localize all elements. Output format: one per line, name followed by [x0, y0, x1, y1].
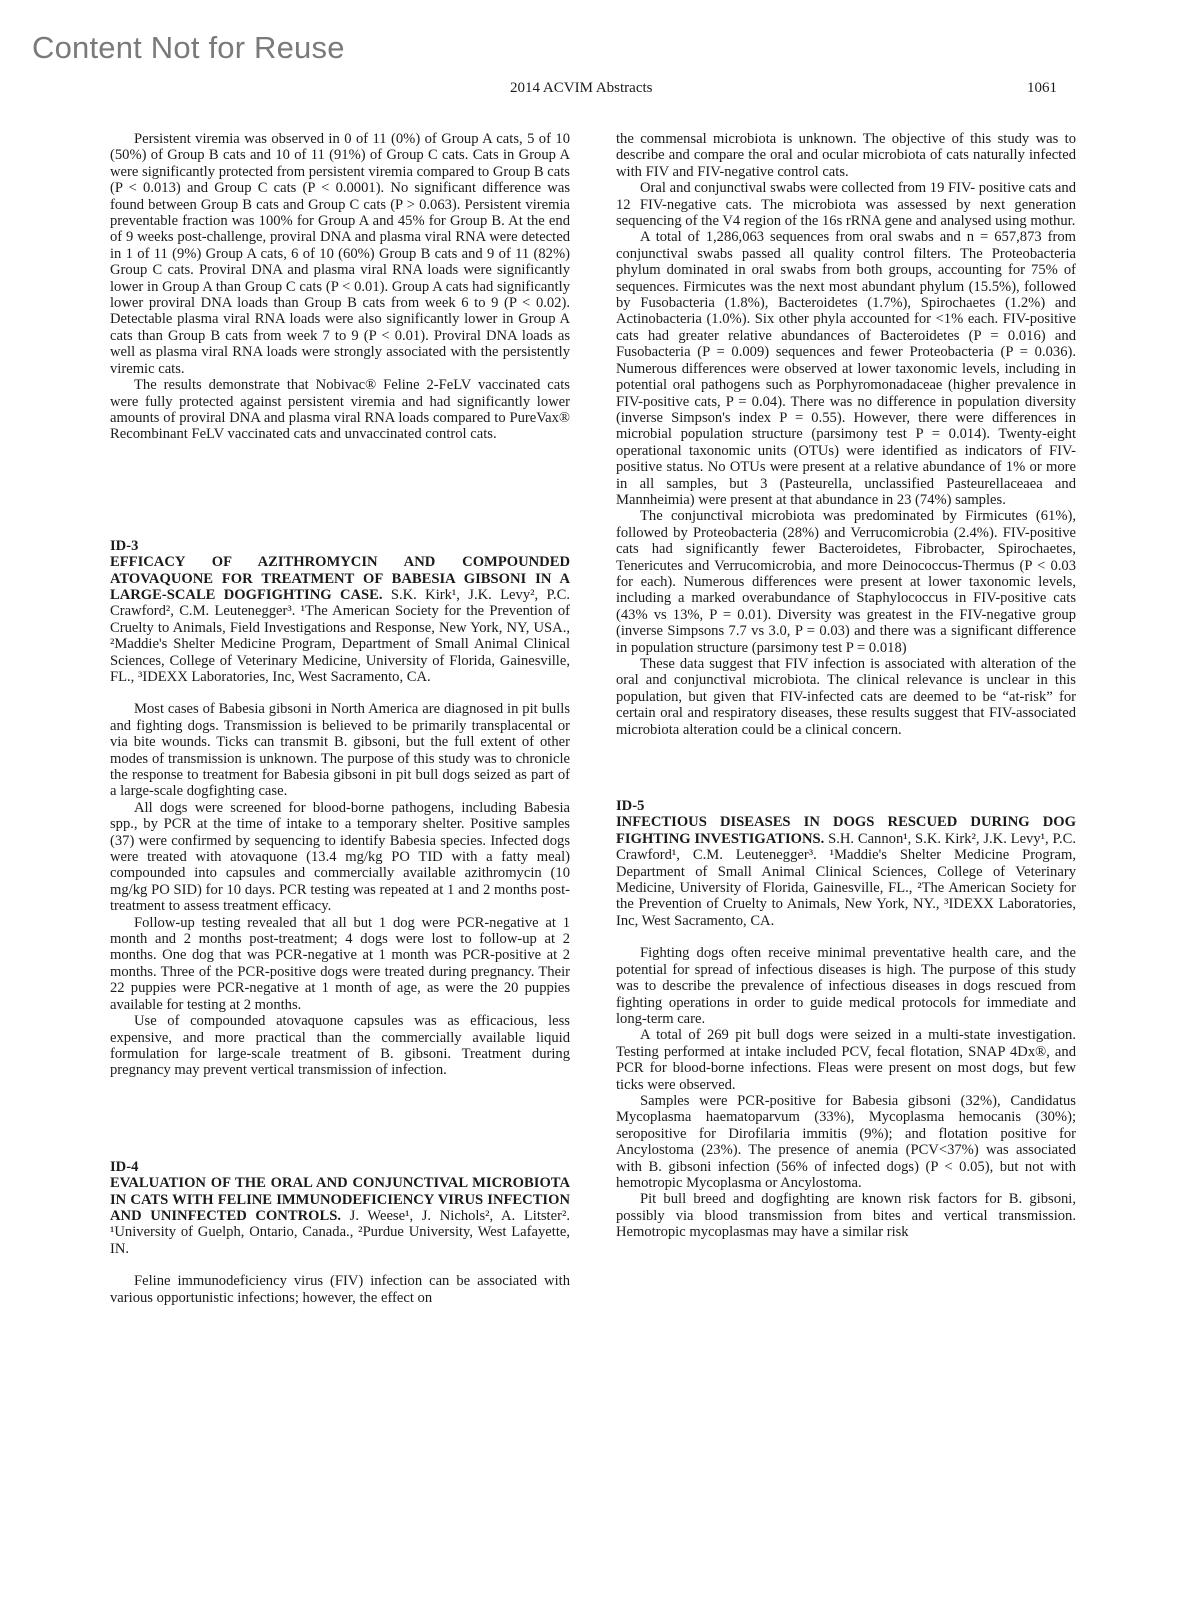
paragraph: Pit bull breed and dogfighting are known risk factors for B. gibsoni, possibly via blood transmission from bites and vertical transmission. Hemotropic mycoplasmas may have a similar risk: [616, 1191, 1076, 1241]
page-number: 1061: [1027, 80, 1057, 96]
paragraph: Fighting dogs often receive minimal preventative health care, and the potential for spread of infectious diseases is high. The purpose of this study was to describe the prevalence of infectious diseases in dogs rescued from fighting operations in order to guide medical protocols for immediate and long-term care.: [616, 945, 1076, 1027]
paragraph: Samples were PCR-positive for Babesia gibsoni (32%), Candidatus Mycoplasma haematoparvum (33%), Mycoplasma hemocanis (30%); seropositive for Dirofilaria immitis (9%); and flotation positive for Ancylostoma (23%). The presence of anemia (PCV<37%) was associated with B. gibsoni infection (56% of infected dogs) (P < 0.05), but not with hemotropic Mycoplasma or Ancylostoma.: [616, 1092, 1076, 1191]
abstract-heading: [616, 814, 1076, 929]
paragraph: Feline immunodeficiency virus (FIV) infection can be associated with various opportunistic infections; however, the effect on: [110, 1273, 570, 1306]
abstract-id: ID-4: [110, 1158, 139, 1175]
abstract-title: EVALUATION OF THE ORAL AND CONJUNCTIVAL MICROBIOTA IN CATS WITH FELINE IMMUNODEFICIENCY VIRUS INFECTION AND UNINFECTED CONTROLS.: [110, 1175, 570, 1224]
paragraph: The conjunctival microbiota was predominated by Firmicutes (61%), followed by Proteobacteria (28%) and Verrucomicrobia (2.4%). FIV-positive cats had significantly fewer Bacteroidetes, Fibrobacter, Spirochaetes, Tenericutes and Verrucomicrobia, and more Deinococcus-Thermus (P < 0.03 for each). Numerous differences were present at lower taxonomic levels, including a marked overabundance of Staphylococcus in FIV-positive cats (43% vs 13%, P = 0.01). Diversity was greatest in the FIV-negative group (inverse Simpsons 7.7 vs 3.0, P = 0.03) and there was a significant difference in population structure (parsimony test P = 0.018): [616, 508, 1076, 656]
abstract-id: ID-3: [110, 537, 139, 554]
abstract-title: INFECTIOUS DISEASES IN DOGS RESCUED DURING DOG FIGHTING INVESTIGATIONS.: [616, 814, 1076, 847]
paragraph: Oral and conjunctival swabs were collected from 19 FIV- positive cats and 12 FIV-negative cats. The microbiota was assessed by next generation sequencing of the V4 region of the 16s rRNA gene and analysed using mothur.: [616, 180, 1076, 230]
abstract-id: ID-5: [616, 798, 645, 815]
paragraph: Most cases of Babesia gibsoni in North America are diagnosed in pit bulls and fighting dogs. Transmission is believed to be primarily transplacental or via bite wounds. Ticks can transmit B. gibsoni, but the full extent of other modes of transmission is unknown. The purpose of this study was to chronicle the response to treatment for Babesia gibsoni in pit bull dogs seized as part of a large-scale dogfighting case.: [110, 701, 570, 800]
abstract-authors: J. Weese¹, J. Nichols², A. Litster². ¹University of Guelph, Ontario, Canada., ²Purdue University, West Lafayette, IN.: [110, 1207, 570, 1257]
paragraph: All dogs were screened for blood-borne pathogens, including Babesia spp., by PCR at the time of intake to a temporary shelter. Positive samples (37) were confirmed by sequencing to identify Babesia species. Infected dogs were treated with atovaquone (13.4 mg/kg PO TID with a fatty meal) compounded into capsules and commercially available azithromycin (10 mg/kg PO SID) for 10 days. PCR testing was repeated at 1 and 2 months post-treatment to assess treatment efficacy.: [110, 799, 570, 915]
paragraph: The results demonstrate that Nobivac® Feline 2-FeLV vaccinated cats were fully protected against persistent viremia and had significantly lower amounts of proviral DNA and plasma viral RNA loads compared to PureVax® Recombinant FeLV vaccinated cats and unvaccinated control cats.: [110, 377, 570, 443]
watermark: Content Not for Reuse: [32, 30, 345, 65]
paragraph: A total of 269 pit bull dogs were seized in a multi-state investigation. Testing performed at intake included PCV, fecal flotation, SNAP 4Dx®, and PCR for blood-borne infections. Fleas were present on most dogs, but few ticks were observed.: [616, 1027, 1076, 1093]
paragraph: These data suggest that FIV infection is associated with alteration of the oral and conjunctival microbiota. The clinical relevance is unclear in this population, but given that FIV-infected cats are deemed to be “at-risk” for certain oral and respiratory diseases, these results suggest that FIV-associated microbiota alteration could be a clinical concern.: [616, 656, 1076, 738]
paragraph: Follow-up testing revealed that all but 1 dog were PCR-negative at 1 month and 2 months post-treatment; 4 dogs were lost to follow-up at 2 months. One dog that was PCR-negative at 1 month was PCR-positive at 2 months. Three of the PCR-positive dogs were treated during pregnancy. Their 22 puppies were PCR-negative at 1 month of age, as were the 20 puppies available for testing at 2 months.: [110, 914, 570, 1013]
left-column: [110, 131, 570, 1306]
running-head: 2014 ACVIM Abstracts: [510, 80, 653, 96]
abstract-title: EFFICACY OF AZITHROMYCIN AND COMPOUNDED ATOVAQUONE FOR TREATMENT OF BABESIA GIBSONI IN A LARGE-SCALE DOGFIGHTING CASE.: [110, 554, 570, 603]
abstract-heading: [110, 554, 570, 685]
paragraph: A total of 1,286,063 sequences from oral swabs and n = 657,873 from conjunctival swabs passed all quality control filters. The Proteobacteria phylum dominated in oral swabs from both groups, accounting for 75% of sequences. Firmicutes was the next most abundant phylum (15.5%), followed by Fusobacteria (1.8%), Bacteroidetes (1.7%), Spirochaetes (1.2%) and Actinobacteria (1.0%). Six other phyla accounted for <1% each. FIV-positive cats had greater relative abundances of Bacteroidetes (P = 0.016) and Fusobacteria (P = 0.009) sequences and fewer Proteobacteria (P = 0.036). Numerous differences were observed at lower taxonomic levels, including in potential oral pathogens such as Porphyromonadaceae (higher prevalence in FIV-positive cats, P = 0.04). There was no difference in population diversity (inverse Simpson's index P = 0.55). However, there were differences in microbial population structure (parsimony test P = 0.014). Twenty-eight operational taxonomic units (OTUs) were identified as indicators of FIV-positive status. No OTUs were present at a relative abundance of 1% or more in all samples, but 3 (Pasteurella, unclassified Pasteurellaceaea and Mannheimia) were present at that abundance in 23 (74%) samples.: [616, 229, 1076, 508]
paragraph: the commensal microbiota is unknown. The objective of this study was to describe and compare the oral and ocular microbiota of cats naturally infected with FIV and FIV-negative control cats.: [616, 131, 1076, 180]
abstract-authors: S.H. Cannon¹, S.K. Kirk², J.K. Levy¹, P.C. Crawford¹, C.M. Leutenegger³. ¹Maddie's Shelter Medicine Program, Department of Small Animal Clinical Sciences, College of Veterinary Medicine, University of Florida, Gainesville, FL., ²The American Society for the Prevention of Cruelty to Animals, New York, NY., ³IDEXX Laboratories, Inc, West Sacramento, CA.: [616, 830, 1076, 929]
abstract-authors: S.K. Kirk¹, J.K. Levy², P.C. Crawford², C.M. Leutenegger³. ¹The American Society for the Prevention of Cruelty to Animals, Field Investigations and Response, New York, NY, USA., ²Maddie's Shelter Medicine Program, Department of Small Animal Clinical Sciences, College of Veterinary Medicine, University of Florida, Gainesville, FL., ³IDEXX Laboratories, Inc, West Sacramento, CA.: [110, 586, 571, 685]
paragraph: Use of compounded atovaquone capsules was as efficacious, less expensive, and more practical than the commercially available liquid formulation for large-scale treatment of B. gibsoni. Treatment during pregnancy may prevent vertical transmission of infection.: [110, 1013, 570, 1079]
paragraph: Persistent viremia was observed in 0 of 11 (0%) of Group A cats, 5 of 10 (50%) of Group B cats and 10 of 11 (91%) of Group C cats. Cats in Group A were significantly protected from persistent viremia compared to Group B cats (P < 0.013) and Group C cats (P < 0.0001). No significant difference was found between Group B cats and Group C cats (P > 0.063). Persistent viremia preventable fraction was 100% for Group A and 45% for Group B. At the end of 9 weeks post-challenge, proviral DNA and plasma viral RNA were detected in 1 of 11 (9%) Group A cats, 6 of 10 (60%) Group B cats and 9 of 11 (82%) Group C cats. Proviral DNA and plasma viral RNA loads were significantly lower in Group A than Group C cats (P < 0.01). Group A cats had significantly lower proviral DNA loads than Group B cats from week 6 to 9 (P < 0.02). Detectable plasma viral RNA loads were also significantly lower in Group A cats than Group B cats from week 7 to 9 (P < 0.01). Proviral DNA loads as well as plasma viral RNA loads were strongly associated with the persistently viremic cats.: [110, 131, 570, 377]
abstract-heading: [110, 1175, 570, 1257]
right-column: [616, 131, 1076, 1241]
